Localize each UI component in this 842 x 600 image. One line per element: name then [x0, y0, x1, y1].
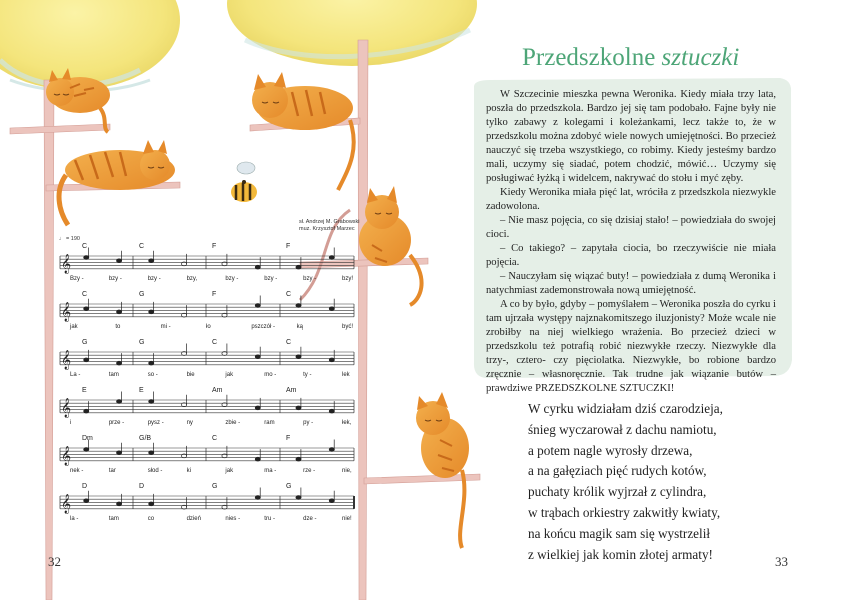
- note: [117, 400, 122, 404]
- lyric-syllable: bzy,: [186, 276, 198, 282]
- lyric-syllable: jak: [225, 372, 234, 378]
- song-credits: [299, 219, 360, 233]
- note: [84, 307, 89, 311]
- lyric-syllable: pszczół -: [251, 324, 275, 330]
- note: [84, 358, 89, 362]
- chord-symbol: Dm: [82, 435, 93, 442]
- lyric-syllable: lek: [342, 372, 350, 378]
- music-credit: muz. Krzysztof Marzec: [299, 226, 355, 232]
- lyric-syllable: to: [115, 324, 121, 330]
- chord-symbol: D: [139, 483, 145, 490]
- note: [149, 361, 154, 365]
- bee-icon: [231, 162, 257, 202]
- story-paragraph: Kiedy Weronika miała pięć lat, wróciła z przedszkola niezwykle zadowolona.: [486, 187, 776, 212]
- note: [296, 304, 301, 308]
- chord-symbol: C: [82, 243, 88, 250]
- chord-symbol: C: [212, 435, 218, 442]
- lyric-syllable: ty -: [303, 372, 312, 378]
- note: [117, 361, 122, 365]
- story-paragraph: – Nie masz pojęcia, co się dzisiaj stało! – powiedziała do swojej cioci.: [486, 215, 776, 240]
- lyric-syllable: co: [147, 516, 155, 522]
- treble-clef-icon: 𝄞: [61, 494, 72, 514]
- poem-line: W cyrku widziałam dziś czarodzieja,: [528, 401, 723, 416]
- cat-sitting-bottom: [416, 392, 469, 548]
- chord-symbol: G: [139, 291, 145, 298]
- story-paragraph: W Szczecinie mieszka pewna Weronika. Kiedy miała trzy lata, poszła do przedszkola. Bardzo jej się tam podobało. Fajne były nie tylko zabawy z kolegami i koleżankami, lecz także to, że w przedszkolu można zdobyć wiele nowych umiejętności. Bo przecież nauczyć się trzeba wszystkiego, co robimy. Kiedy jesteśmy bardzo mali, uczymy się siadać, potem chodzić, mówić… Uczymy się posługiwać łyżką i widelcem, nakrywać do stołu i myć zęby.: [486, 89, 776, 184]
- lyric-syllable: jak: [225, 468, 234, 474]
- poem-line: a na gałęziach pięć rudych kotów,: [528, 463, 707, 479]
- note: [149, 400, 154, 404]
- lyrics-credit: sł. Andrzej M. Grabowski: [299, 219, 360, 225]
- note: [255, 406, 260, 410]
- chord-symbol: C: [212, 339, 218, 346]
- note: [84, 499, 89, 503]
- note: [117, 310, 122, 314]
- chord-symbol: F: [286, 243, 291, 250]
- lyric-syllable: tar: [108, 468, 116, 474]
- lyric-syllable: so -: [147, 372, 158, 378]
- lyric-syllable: bie: [186, 372, 195, 378]
- tree-canopy-right: [227, 0, 477, 66]
- chord-symbol: C: [139, 243, 145, 250]
- lyric-syllable: nek -: [70, 468, 84, 474]
- note: [296, 406, 301, 410]
- lyric-syllable: dze -: [303, 516, 317, 522]
- note: [117, 451, 122, 455]
- lyric-syllable: tam: [108, 372, 119, 378]
- treble-clef-icon: 𝄞: [61, 302, 72, 322]
- poem: [528, 399, 723, 565]
- treble-clef-icon: 𝄞: [61, 350, 72, 370]
- lyric-syllable: ki: [186, 468, 191, 474]
- lyric-syllable: nies -: [225, 516, 241, 522]
- lyric-syllable: ma -: [264, 468, 277, 474]
- lyric-syllable: prze -: [108, 420, 125, 426]
- lyric-syllable: ką: [296, 324, 303, 330]
- lyric-syllable: rze -: [303, 468, 316, 474]
- lyric-syllable: bzy -: [108, 276, 122, 282]
- lyric-syllable: jak: [70, 324, 78, 330]
- lyric-syllable: być!: [342, 324, 354, 330]
- lyric-syllable: mi -: [160, 324, 171, 330]
- treble-clef-icon: 𝄞: [61, 398, 72, 418]
- note: [149, 451, 154, 455]
- note: [296, 496, 301, 500]
- lyric-syllable: tru -: [264, 516, 275, 522]
- lyric-syllable: zbie -: [225, 420, 241, 426]
- page-title: Przedszkolne sztuczki: [522, 44, 740, 71]
- chord-symbol: C: [286, 339, 292, 346]
- chord-symbol: G/B: [139, 435, 152, 442]
- lyric-syllable: łek,: [342, 420, 352, 426]
- note: [149, 310, 154, 314]
- note: [329, 409, 334, 413]
- note: [329, 499, 334, 503]
- cat-top-right: [252, 72, 354, 190]
- lyric-syllable: bzy -: [264, 276, 278, 282]
- note: [329, 256, 334, 260]
- chord-symbol: G: [212, 483, 218, 490]
- lyric-syllable: bzy -: [225, 276, 239, 282]
- lyric-syllable: nie!: [342, 516, 352, 522]
- chord-symbol: E: [139, 387, 144, 394]
- poem-line: puchaty królik wyjrzał z cylindra,: [528, 484, 707, 500]
- note: [329, 307, 334, 311]
- note: [255, 265, 260, 269]
- poem-line: śnieg wyczarował z dachu namiotu,: [528, 421, 717, 437]
- chord-symbol: Am: [212, 387, 223, 394]
- chord-symbol: F: [286, 435, 291, 442]
- lyric-syllable: ło: [206, 324, 211, 330]
- chord-symbol: F: [212, 243, 217, 250]
- story-paragraph: – Co takiego? – zapytała ciocia, bo rzeczywiście nie miała pojęcia.: [486, 243, 776, 268]
- chord-symbol: Am: [286, 387, 297, 394]
- note: [255, 496, 260, 500]
- lyric-syllable: ny: [186, 420, 193, 426]
- chord-symbol: D: [82, 483, 88, 490]
- chord-symbol: F: [212, 291, 217, 298]
- tempo-marking: ♩ = 190: [59, 236, 80, 242]
- note: [255, 457, 260, 461]
- chord-symbol: G: [286, 483, 292, 490]
- lyric-syllable: pysz -: [147, 420, 164, 426]
- note: [296, 355, 301, 359]
- note: [84, 256, 89, 260]
- story-paragraph: A co by było, gdyby – pomyślałem – Weronika poszła do cyrku i tam ujrzała występy najznakomitszego iluzjonisty? Może wcale nie zrobiłby na niej wielkiego wrażenia. Bo przecież dzieci w przedszkolu też potrafią robić niezwykłe rzeczy. Niezwykłe dla trzy-, cztero- czy pięciolatka. Niezwykłe, bo robione bardzo zręcznie – własnoręcznie. Tak trudne jak wiązanie butów – prawdziwe PRZEDSZKOLNE SZTUCZKI!: [486, 299, 776, 394]
- chord-symbol: G: [139, 339, 145, 346]
- lyric-syllable: i: [70, 420, 72, 426]
- story-text: [486, 88, 776, 396]
- note: [149, 259, 154, 263]
- page-number-left: 32: [48, 554, 61, 569]
- poem-line: w trąbach orkiestry zakwitły kwiaty,: [528, 504, 721, 520]
- note: [255, 304, 260, 308]
- note: [117, 502, 122, 506]
- lyric-syllable: La -: [70, 372, 81, 378]
- note: [84, 409, 89, 413]
- lyric-syllable: tam: [108, 516, 119, 522]
- lyric-syllable: mo -: [264, 372, 277, 378]
- note: [329, 448, 334, 452]
- tree-trunks: [10, 40, 480, 600]
- chord-symbol: E: [82, 387, 87, 394]
- note: [296, 457, 301, 461]
- note: [117, 259, 122, 263]
- note: [255, 355, 260, 359]
- lyric-syllable: bzy!: [342, 276, 354, 282]
- treble-clef-icon: 𝄞: [61, 254, 72, 274]
- cat-sitting-middle: [359, 186, 422, 305]
- treble-clef-icon: 𝄞: [61, 446, 72, 466]
- lyric-syllable: nie,: [342, 468, 352, 474]
- lyric-syllable: bzy -: [303, 276, 317, 282]
- poem-line: z wielkiej jak komin złotej armaty!: [528, 546, 713, 562]
- lyric-syllable: ram: [264, 420, 275, 426]
- chord-symbol: C: [82, 291, 88, 298]
- note: [296, 265, 301, 269]
- lyric-syllable: słod -: [147, 468, 163, 474]
- lyric-syllable: la -: [70, 516, 79, 522]
- cat-sleeping-left: [59, 140, 175, 225]
- poem-line: a potem nagle wyrosły drzewa,: [528, 442, 693, 458]
- poem-line: na końcu magik sam się wystrzelił: [528, 525, 711, 541]
- page-number-right: 33: [775, 554, 788, 569]
- story-paragraph: – Nauczyłam się wiązać buty! – powiedziała z dumą Weronika i natychmiast zademonstrowała nową umiejętność.: [486, 271, 776, 296]
- lyric-syllable: Bzy -: [70, 276, 84, 282]
- tree-canopy-left: [0, 0, 180, 91]
- note: [329, 358, 334, 362]
- chord-symbol: C: [286, 291, 292, 298]
- note: [149, 502, 154, 506]
- lyric-syllable: bzy -: [147, 276, 161, 282]
- chord-symbol: G: [82, 339, 88, 346]
- lyric-syllable: dzień: [186, 516, 201, 522]
- lyric-syllable: py -: [303, 420, 314, 426]
- note: [84, 448, 89, 452]
